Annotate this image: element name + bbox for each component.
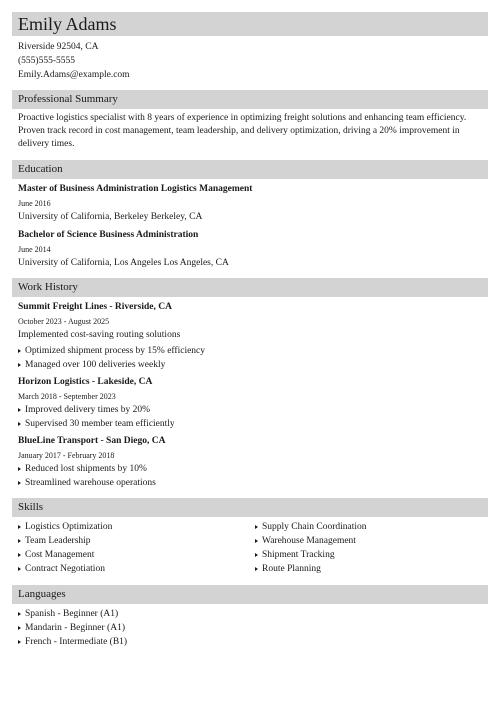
skills-heading: Skills xyxy=(12,498,488,517)
job-bullet-text: Improved delivery times by 20% xyxy=(25,405,151,415)
job-dates: January 2017 - February 2018 xyxy=(18,451,115,460)
summary-heading: Professional Summary xyxy=(12,90,488,109)
skill-text: Supply Chain Coordination xyxy=(262,522,367,532)
job-title: BlueLine Transport - San Diego, CA xyxy=(18,436,166,446)
skill-text: Team Leadership xyxy=(25,536,91,546)
bullet-icon xyxy=(18,567,21,571)
job-bullet-text: Optimized shipment process by 15% efficiency xyxy=(25,346,206,356)
skill-text: Shipment Tracking xyxy=(262,550,335,560)
job-dates: March 2018 - September 2023 xyxy=(18,392,116,401)
address: Riverside 92504, CA xyxy=(18,42,99,52)
bullet-icon xyxy=(18,626,21,630)
phone: (555)555-5555 xyxy=(18,56,75,66)
bullet-icon xyxy=(18,363,21,367)
job-title: Summit Freight Lines - Riverside, CA xyxy=(18,302,172,312)
education-date: June 2014 xyxy=(18,245,51,254)
bullet-icon xyxy=(255,539,258,543)
bullet-icon xyxy=(18,422,21,426)
bullet-icon xyxy=(18,640,21,644)
bullet-icon xyxy=(255,553,258,557)
skill-text: Route Planning xyxy=(262,564,321,574)
job-bullet-text: Managed over 100 deliveries weekly xyxy=(25,360,166,370)
education-school: University of California, Los Angeles Los Angeles, CA xyxy=(18,258,229,268)
skill-text: Cost Management xyxy=(25,550,95,560)
education-heading: Education xyxy=(12,160,488,179)
email: Emily.Adams@example.com xyxy=(18,70,130,80)
work-heading: Work History xyxy=(12,278,488,297)
language-text: French - Intermediate (B1) xyxy=(25,637,128,647)
job-dates: October 2023 - August 2025 xyxy=(18,317,110,326)
bullet-icon xyxy=(18,349,21,353)
languages-heading: Languages xyxy=(12,585,488,604)
skill-text: Contract Negotiation xyxy=(25,564,105,574)
skill-text: Logistics Optimization xyxy=(25,522,113,532)
bullet-icon xyxy=(18,525,21,529)
bullet-icon xyxy=(255,525,258,529)
education-degree: Master of Business Administration Logistics Management xyxy=(18,184,253,194)
bullet-icon xyxy=(255,567,258,571)
education-school: University of California, Berkeley Berkeley, CA xyxy=(18,212,203,222)
education-date: June 2016 xyxy=(18,199,51,208)
bullet-icon xyxy=(18,408,21,412)
skill-text: Warehouse Management xyxy=(262,536,356,546)
bullet-icon xyxy=(18,467,21,471)
job-bullet-text: Supervised 30 member team efficiently xyxy=(25,419,175,429)
candidate-name: Emily Adams xyxy=(12,12,488,36)
summary-text: Proactive logistics specialist with 8 years of experience in optimizing freight solutions and enhancing team efficiency. Proven track record in cost management, team leadership, and delivery optimization, driving a 20% improvement in delivery times. xyxy=(18,113,467,149)
bullet-icon xyxy=(18,612,21,616)
job-bullet-text: Streamlined warehouse operations xyxy=(25,478,156,488)
education-degree: Bachelor of Science Business Administration xyxy=(18,230,199,240)
job-summary: Implemented cost-saving routing solutions xyxy=(18,330,181,340)
job-title: Horizon Logistics - Lakeside, CA xyxy=(18,377,153,387)
bullet-icon xyxy=(18,481,21,485)
bullet-icon xyxy=(18,539,21,543)
language-text: Spanish - Beginner (A1) xyxy=(25,609,119,619)
language-text: Mandarin - Beginner (A1) xyxy=(25,623,125,633)
job-bullet-text: Reduced lost shipments by 10% xyxy=(25,464,147,474)
bullet-icon xyxy=(18,553,21,557)
